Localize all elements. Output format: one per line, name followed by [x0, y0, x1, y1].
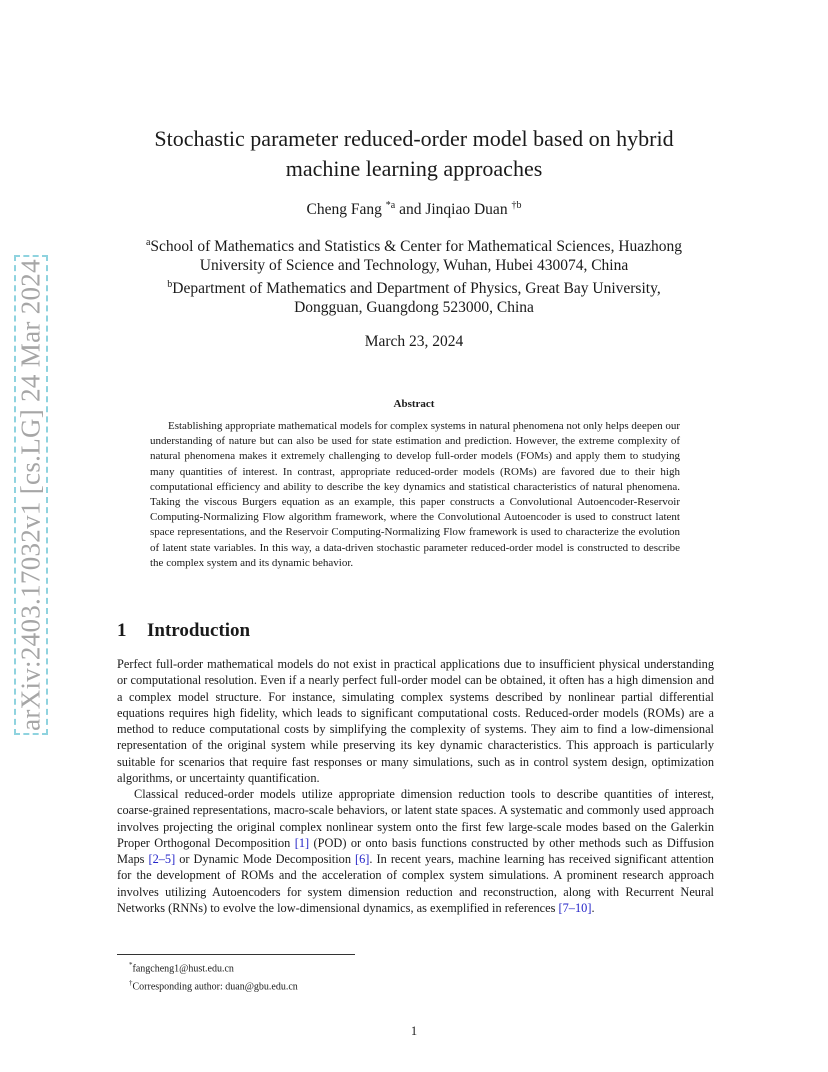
- affiliation-a-text-1: School of Mathematics and Statistics & Center for Mathematical Sciences, Huazhong: [150, 238, 683, 256]
- footnote-1-mark: *: [129, 961, 133, 969]
- citation-link-1[interactable]: [1]: [294, 835, 310, 850]
- paragraph-2-part-5: .: [591, 900, 595, 915]
- title-line-1: Stochastic parameter reduced-order model based on hybrid: [154, 126, 674, 151]
- affiliations: [0, 233, 828, 317]
- citation-link-2-5[interactable]: [2–5]: [148, 852, 176, 866]
- footnote-1-text: fangcheng1@hust.edu.cn: [132, 963, 234, 975]
- footnote-1: [117, 958, 617, 976]
- affiliation-b-mark: b: [167, 279, 173, 291]
- author-list: [0, 200, 828, 219]
- affiliation-b-line-1: [0, 275, 828, 298]
- arxiv-side-stamp: [14, 255, 48, 735]
- affiliation-a-line-1: [0, 233, 828, 256]
- affiliation-b-line-2: Dongguan, Guangdong 523000, China: [294, 299, 534, 317]
- author-2-mark: †b: [511, 200, 522, 211]
- footnote-2: [117, 976, 617, 994]
- affiliation-a-line-2: University of Science and Technology, Wuhan, Hubei 430074, China: [199, 257, 629, 275]
- paragraph-2-part-2: (POD) or onto basis functions constructed by other methods such as Diffusion Maps: [117, 835, 714, 866]
- abstract-heading: Abstract: [393, 398, 435, 410]
- paper-date: March 23, 2024: [364, 333, 464, 350]
- affiliation-a-mark: a: [145, 237, 151, 248]
- paragraph-2-part-3: or Dynamic Mode Decomposition: [175, 852, 356, 866]
- citation-link-6[interactable]: [6]: [355, 852, 370, 866]
- page-number: 1: [410, 1024, 418, 1038]
- paper-title: [100, 124, 728, 184]
- footnotes: [117, 958, 617, 995]
- paragraph-2: [117, 786, 714, 916]
- author-1-mark: *a: [385, 200, 396, 211]
- section-number: 1: [117, 620, 127, 641]
- author-connector: and: [399, 201, 422, 219]
- author-2: Jinqiao Duan: [425, 201, 508, 219]
- title-line-2: machine learning approaches: [285, 156, 543, 181]
- affiliation-b-text-1: Department of Mathematics and Department of Physics, Great Bay University,: [172, 280, 661, 298]
- introduction-body: [117, 656, 714, 916]
- section-heading-introduction: [117, 620, 250, 642]
- footnote-2-text: Corresponding author: duan@gbu.edu.cn: [132, 981, 298, 993]
- paragraph-2-part-1: Classical reduced-order models utilize appropriate dimension reduction tools to describe quantities of interest, coarse-grained representations, macro-scale behaviors, or latent state spaces. A systematic and commonly used approach involves projecting the original complex nonlinear system onto the first few large-scale modes based on the Galerkin Proper Orthogonal Decomposition: [117, 787, 714, 850]
- paragraph-2-part-4: . In recent years, machine learning has received significant attention for the development of ROMs and the acceleration of complex system simulations. A prominent research approach involves utilizing Autoencoders for system dimension reduction and reconstruction, along with Recurrent Neural Networks (RNNs) to evolve the low-dimensional dynamics, as exemplified in references: [117, 852, 714, 915]
- abstract-text: Establishing appropriate mathematical models for complex systems in natural phenomena not only helps deepen our understanding of nature but can also be used for state estimation and prediction. However, the extreme complexity of natural phenomena makes it extremely challenging to develop full-order models (FOMs) and apply them to studying many quantities of interest. In contrast, appropriate reduced-order models (ROMs) are favored due to their high computational efficiency and ability to describe the key dynamics and statistical characteristics of natural phenomena. Taking the viscous Burgers equation as an example, this paper constructs a Convolutional Autoencoder-Reservoir Computing-Normalizing Flow algorithm framework, where the Convolutional Autoencoder is used to construct latent space representations, and the Reservoir Computing-Normalizing Flow framework is used to characterize the evolution of latent state variables. In this way, a data-driven stochastic parameter reduced-order model is constructed to describe the complex system and its dynamic behavior.: [150, 420, 680, 569]
- footnote-divider: [117, 954, 355, 955]
- arxiv-identifier: arXiv:2403.17032v1 [cs.LG] 24 Mar 2024: [15, 259, 46, 731]
- citation-link-7-10[interactable]: [7–10]: [558, 900, 592, 915]
- author-1: Cheng Fang: [306, 201, 382, 219]
- section-title: Introduction: [147, 620, 251, 641]
- paragraph-1: Perfect full-order mathematical models do not exist in practical applications due to insufficient physical understanding or computational resolution. Even if a nearly perfect full-order model can be obtained, it often has a high dimension and a complex model structure. For instance, simulating complex systems described by nonlinear partial differential equations requires high fidelity, which leads to significant computational costs. Reduced-order models (ROMs) are a method to reduce computational costs by simplifying the complexity of systems. They aim to find a low-dimensional representation of the original system while preserving its key dynamic characteristics. This approach is particularly suitable for scenarios that require fast responses or many simulations, such as in control system design, optimization algorithms, or uncertainty quantification.: [117, 657, 714, 785]
- footnote-2-mark: †: [129, 979, 133, 988]
